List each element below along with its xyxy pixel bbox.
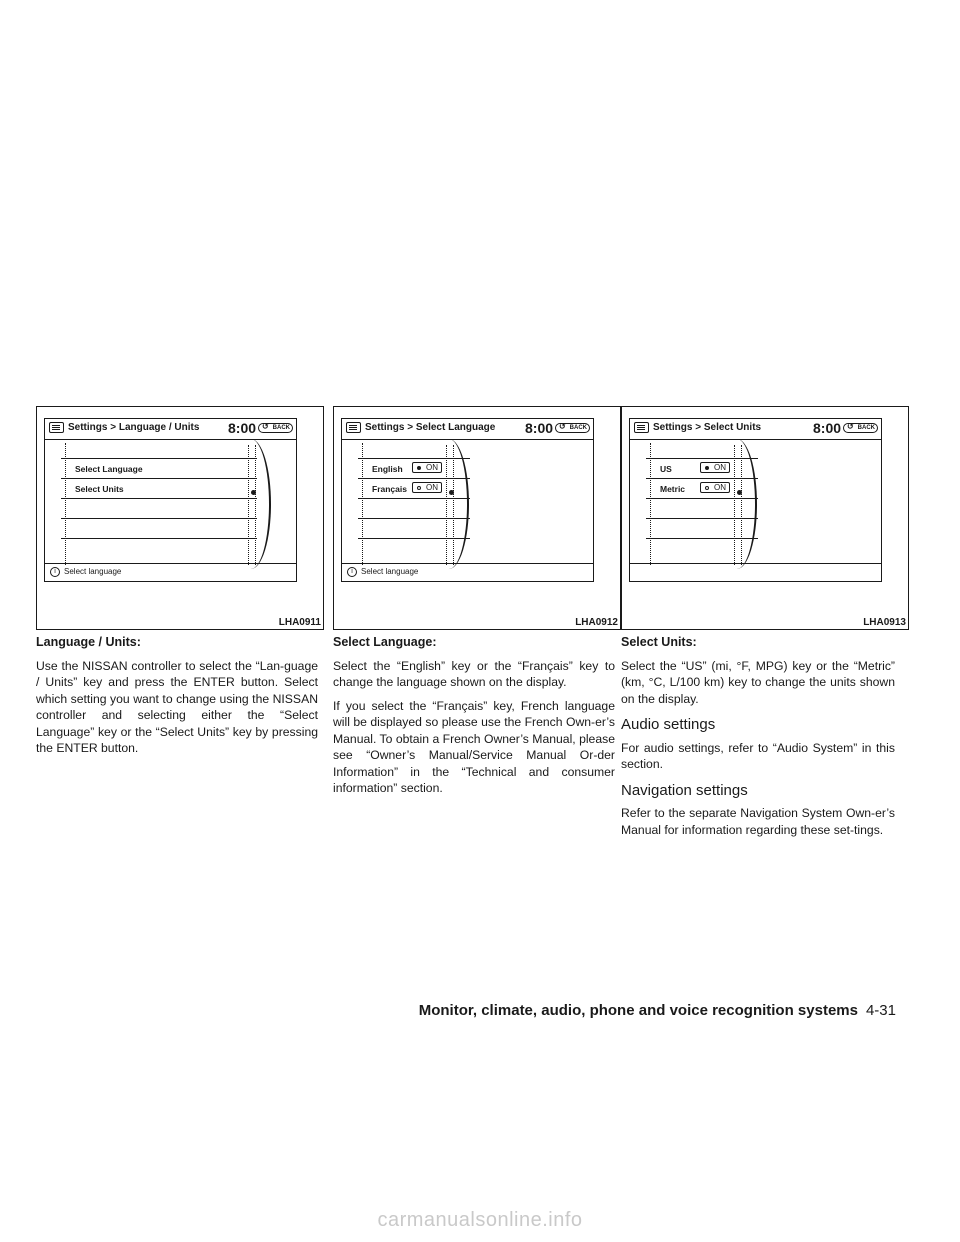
- audio-settings-heading: Audio settings: [621, 716, 716, 733]
- figure-language-units: [36, 406, 324, 630]
- list-item: [61, 459, 257, 479]
- column-select-language: [333, 634, 615, 804]
- footer-text: Select language: [361, 567, 419, 576]
- screen-header: [45, 419, 296, 440]
- clock: 8:00: [813, 420, 842, 436]
- on-indicator: ON: [700, 462, 730, 473]
- arc-divider: [251, 439, 271, 569]
- page-footer: [419, 1002, 896, 1019]
- figure-code: LHA0911: [278, 617, 321, 628]
- list-item-label: Metric: [660, 484, 686, 494]
- settings-icon: [634, 422, 649, 433]
- screen: [341, 418, 594, 582]
- list-item-label: English: [372, 464, 403, 474]
- info-icon: i: [347, 567, 357, 577]
- list-item: [61, 519, 257, 539]
- list-item-label: Select Language: [75, 464, 143, 474]
- paragraph: Select the “English” key or the “Français” key to change the language shown on the display.: [333, 658, 615, 689]
- paragraph: If you select the “Français” key, French language will be displayed so please use the French Own-er’s Manual. To obtain a French Owner’s Manual, please see “Owner’s Manual/Service Manual Or-der Information” in the “Technical and consumer information” section.: [333, 698, 615, 795]
- figure-code: LHA0912: [575, 617, 618, 628]
- on-indicator: ON: [700, 482, 730, 493]
- section-heading: Language / Units:: [36, 635, 141, 649]
- footer-text: Select language: [64, 567, 122, 576]
- on-indicator: ON: [412, 482, 442, 493]
- list-item-label: US: [660, 464, 672, 474]
- back-icon: ↺ BACK: [258, 423, 293, 433]
- clock: 8:00: [525, 420, 554, 436]
- unselected-dot-icon: [705, 486, 709, 490]
- paragraph: For audio settings, refer to “Audio System” in this section.: [621, 740, 895, 771]
- list-item-label: Français: [372, 484, 407, 494]
- screen-header: [630, 419, 881, 440]
- settings-icon: [346, 422, 361, 433]
- screen-footer: [45, 563, 296, 581]
- column-select-units: [621, 634, 895, 845]
- paragraph: Select the “US” (mi, °F, MPG) key or the “Metric” (km, °C, L/100 km) key to change the units shown on the display.: [621, 658, 895, 706]
- section-heading: Select Language:: [333, 635, 437, 649]
- info-icon: i: [50, 567, 60, 577]
- list-item-label: Select Units: [75, 484, 124, 494]
- clock: 8:00: [228, 420, 257, 436]
- screen-footer: [342, 563, 593, 581]
- on-indicator: ON: [412, 462, 442, 473]
- screen-title: Settings > Select Language: [365, 422, 496, 433]
- page-number: 4-31: [865, 1002, 896, 1019]
- section-title: Monitor, climate, audio, phone and voice recognition systems: [418, 1002, 858, 1019]
- selected-dot-icon: [705, 466, 709, 470]
- screen-title: Settings > Select Units: [653, 422, 762, 433]
- watermark: carmanualsonline.info: [377, 1209, 583, 1231]
- list-item: [61, 439, 257, 459]
- paragraph: Refer to the separate Navigation System Own-er’s Manual for information regarding these set-tings.: [621, 806, 895, 837]
- unselected-dot-icon: [417, 486, 421, 490]
- selected-dot-icon: [417, 466, 421, 470]
- screen-footer: [630, 563, 881, 581]
- figure-select-language: [333, 406, 621, 630]
- list-item: [61, 499, 257, 519]
- figure-select-units: [621, 406, 909, 630]
- paragraph: Use the NISSAN controller to select the “Lan-guage / Units” key and press the ENTER button. Select which setting you want to change using the NISSAN controller and selecting either the “Select Language” key or the “Select Units” key by pressing the ENTER button.: [36, 658, 318, 755]
- column-language-units: [36, 634, 318, 764]
- section-heading: Select Units:: [621, 635, 697, 649]
- screen-title: Settings > Language / Units: [68, 422, 200, 433]
- figure-code: LHA0913: [863, 617, 906, 628]
- settings-icon: [49, 422, 64, 433]
- back-icon: ↺ BACK: [843, 423, 878, 433]
- list-item: [61, 539, 257, 558]
- navigation-settings-heading: Navigation settings: [621, 781, 748, 799]
- menu-list: [61, 439, 257, 558]
- screen: [44, 418, 297, 582]
- back-icon: ↺ BACK: [555, 423, 590, 433]
- screen-header: [342, 419, 593, 440]
- screen: [629, 418, 882, 582]
- list-item: [61, 479, 257, 499]
